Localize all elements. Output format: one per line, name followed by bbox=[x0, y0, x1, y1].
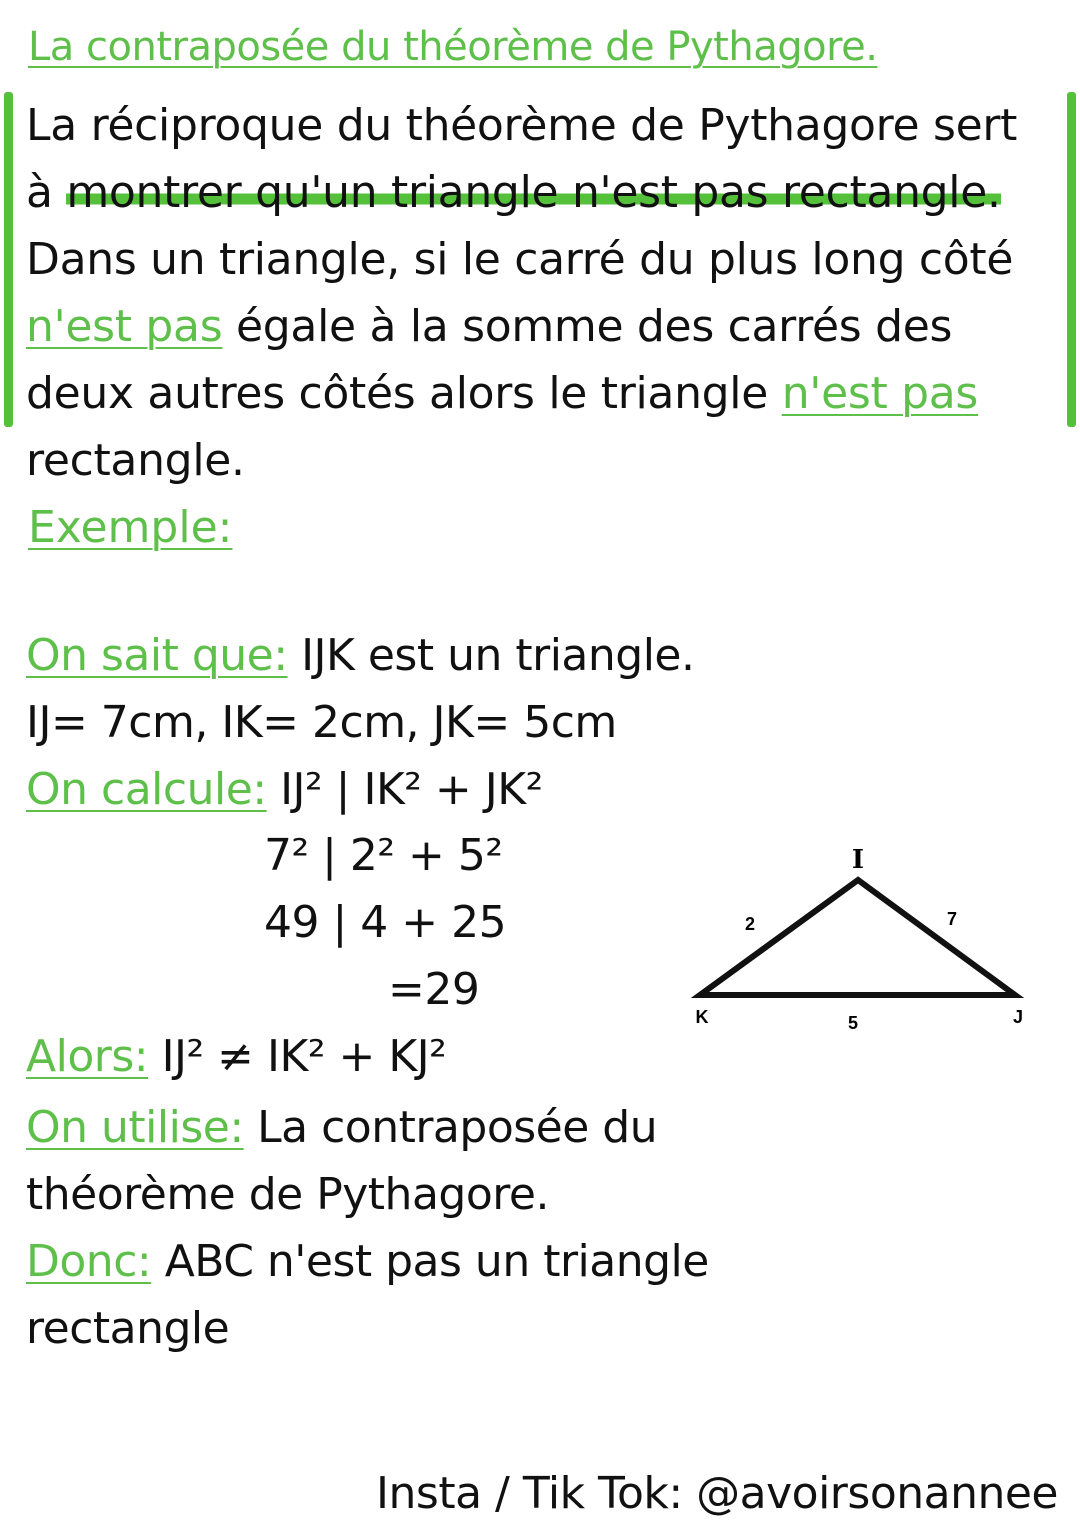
left-accent-bar bbox=[4, 92, 13, 427]
donc-label: Donc: bbox=[26, 1236, 152, 1287]
page-title: La contraposée du théorème de Pythagore. bbox=[28, 24, 878, 70]
on-calcule-text: IJ² | IK² + JK² bbox=[266, 764, 543, 815]
alors-text: IJ² ≠ IK² + KJ² bbox=[148, 1031, 447, 1082]
on-sait-line bbox=[26, 630, 694, 681]
definition-paragraph bbox=[26, 92, 1036, 494]
vertex-k-label: K bbox=[695, 1007, 709, 1027]
on-utilise-text: La contraposée du bbox=[243, 1102, 658, 1153]
para-text-3: égale à la somme des carrés des deux autres côtés alors le triangle bbox=[26, 301, 953, 419]
on-sait-label: On sait que: bbox=[26, 630, 288, 681]
triangle-shape bbox=[700, 880, 1015, 995]
calc-line-2: 49 | 4 + 25 bbox=[264, 897, 507, 948]
calc-line-1: 7² | 2² + 5² bbox=[264, 830, 503, 881]
on-utilise-label: On utilise: bbox=[26, 1102, 244, 1153]
on-calcule-label: On calcule: bbox=[26, 764, 267, 815]
on-sait-text: IJK est un triangle. bbox=[287, 630, 695, 681]
on-calcule-line bbox=[26, 764, 543, 815]
para-text-4: rectangle. bbox=[26, 435, 245, 486]
para-text-1: La réciproque du théorème de Pythagore sert à bbox=[26, 100, 1018, 218]
negation-2: n'est pas bbox=[781, 368, 979, 419]
side-kj-label: 5 bbox=[847, 1013, 859, 1033]
vertex-j-label: J bbox=[1012, 1007, 1024, 1027]
side-ij-label: 7 bbox=[946, 909, 958, 929]
calc-line-3: =29 bbox=[388, 964, 480, 1015]
donc-text: ABC n'est pas un triangle bbox=[151, 1236, 709, 1287]
example-heading: Exemple: bbox=[28, 502, 233, 553]
on-utilise-line bbox=[26, 1102, 657, 1153]
donc-line-2: rectangle bbox=[26, 1303, 230, 1354]
footer-credit: Insta / Tik Tok: @avoirsonannee bbox=[376, 1468, 1058, 1519]
highlighted-phrase: montrer qu'un triangle n'est pas rectangle. bbox=[66, 167, 1001, 218]
lengths-line: IJ= 7cm, IK= 2cm, JK= 5cm bbox=[26, 697, 617, 748]
side-ik-label: 2 bbox=[744, 914, 756, 934]
on-utilise-line-2: théorème de Pythagore. bbox=[26, 1169, 549, 1220]
donc-line bbox=[26, 1236, 709, 1287]
triangle-figure bbox=[680, 835, 1040, 1045]
alors-line bbox=[26, 1031, 446, 1082]
right-accent-bar bbox=[1067, 92, 1076, 427]
alors-label: Alors: bbox=[26, 1031, 149, 1082]
para-text-2: Dans un triangle, si le carré du plus long côté bbox=[26, 234, 1014, 285]
vertex-i-label: I bbox=[851, 845, 865, 875]
negation-1: n'est pas bbox=[26, 301, 223, 352]
